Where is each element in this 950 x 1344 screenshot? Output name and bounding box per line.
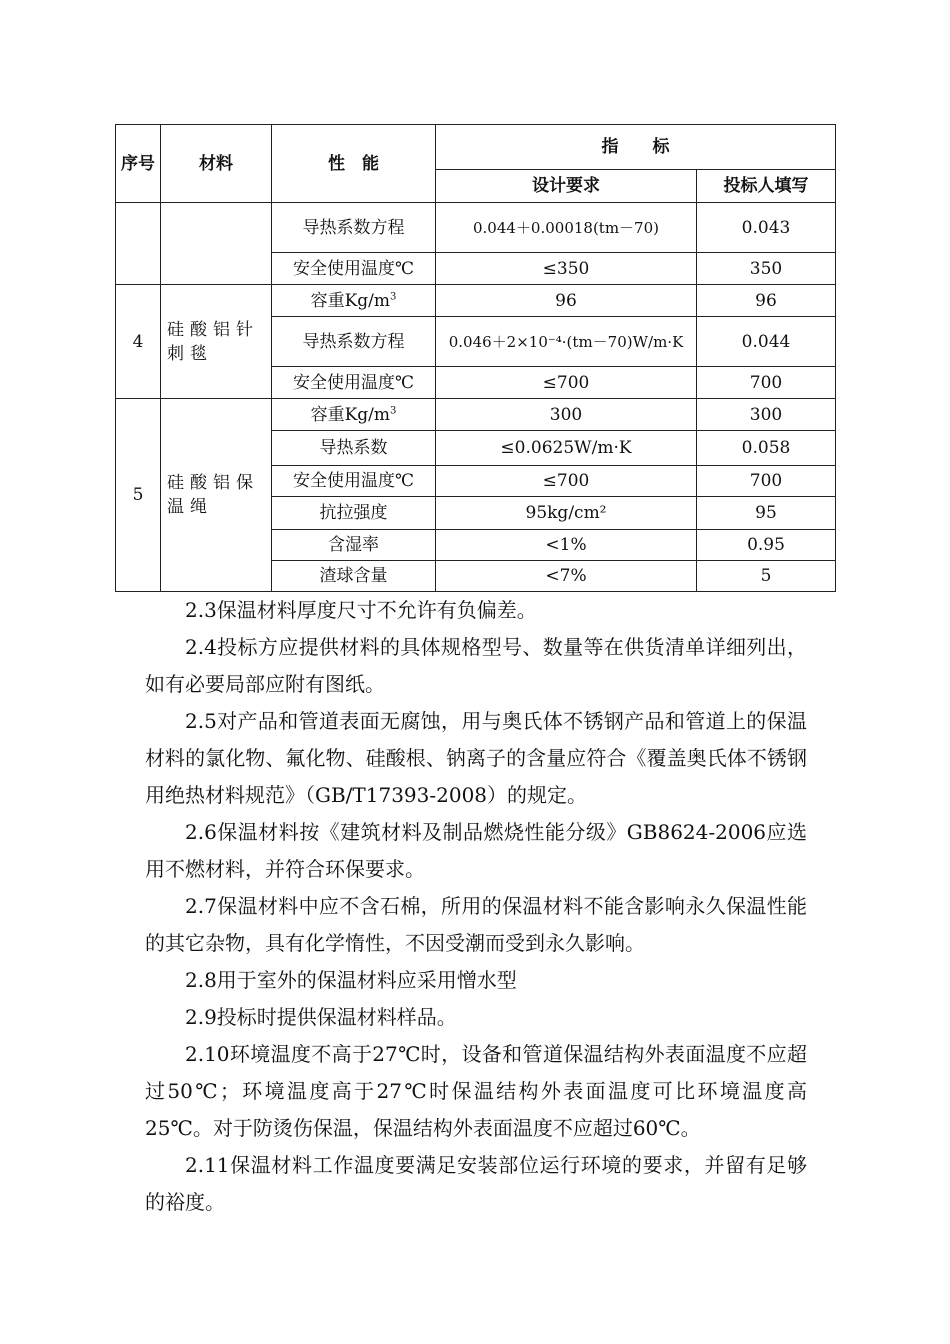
design-cell: 0.046＋2×10⁻⁴·(tm－70)W/m·K: [436, 317, 697, 367]
property-cell: 安全使用温度℃: [272, 466, 436, 497]
property-text: 容重Kg/m: [310, 290, 391, 311]
property-cell: 抗拉强度: [272, 497, 436, 530]
header-property: 性 能: [272, 125, 436, 203]
seq-cell: 5: [116, 399, 161, 592]
property-cell: 含湿率: [272, 530, 436, 561]
paragraph: 2.6保温材料按《建筑材料及制品燃烧性能分级》GB8624-2006应选用不燃材料，并符合环保要求。: [145, 820, 807, 881]
bidder-cell: 0.95: [697, 530, 836, 561]
property-cell: 导热系数: [272, 431, 436, 466]
property-cell: [272, 399, 436, 431]
material-cell: 硅酸铝针刺毯: [161, 285, 272, 399]
property-cell: 导热系数方程: [272, 317, 436, 367]
superscript: 3: [390, 404, 397, 416]
property-cell: 安全使用温度℃: [272, 253, 436, 285]
paragraph: 2.8用于室外的保温材料应采用憎水型: [185, 968, 517, 992]
table-row: [116, 399, 836, 431]
seq-cell: 4: [116, 285, 161, 399]
bidder-cell: 350: [697, 253, 836, 285]
design-cell: 0.044＋0.00018(tm－70): [436, 203, 697, 253]
design-cell: <7%: [436, 561, 697, 592]
paragraph: 2.5对产品和管道表面无腐蚀，用与奥氏体不锈钢产品和管道上的保温材料的氯化物、氟化物、硅酸根、钠离子的含量应符合《覆盖奥氏体不锈钢用绝热材料规范》（GB/T17393-2008）的规定。: [145, 709, 807, 807]
design-cell: ≤0.0625W/m·K: [436, 431, 697, 466]
design-cell: ≤700: [436, 367, 697, 399]
table-header-row: [116, 125, 836, 170]
bidder-cell: 5: [697, 561, 836, 592]
bidder-cell: 96: [697, 285, 836, 317]
header-bidder-fill: 投标人填写: [697, 170, 836, 203]
design-cell: ≤350: [436, 253, 697, 285]
bidder-cell: 700: [697, 466, 836, 497]
paragraph: 2.9投标时提供保温材料样品。: [185, 1005, 457, 1029]
header-indicator: 指 标: [436, 125, 836, 170]
requirements-text: [145, 592, 807, 1221]
table-row: [116, 203, 836, 253]
material-cell: 硅酸铝保温绳: [161, 399, 272, 592]
design-cell: 300: [436, 399, 697, 431]
paragraph: 2.11保温材料工作温度要满足安装部位运行环境的要求，并留有足够的裕度。: [145, 1153, 807, 1214]
superscript: 3: [390, 290, 397, 302]
design-cell: 95kg/cm²: [436, 497, 697, 530]
property-cell: 渣球含量: [272, 561, 436, 592]
header-design-requirement: 设计要求: [436, 170, 697, 203]
header-material: 材料: [161, 125, 272, 203]
bidder-cell: 0.043: [697, 203, 836, 253]
bidder-cell: 700: [697, 367, 836, 399]
property-text: 容重Kg/m: [310, 404, 391, 425]
paragraph: 2.3保温材料厚度尺寸不允许有负偏差。: [185, 598, 537, 622]
seq-cell: [116, 203, 161, 285]
material-cell: [161, 203, 272, 285]
table-row: [116, 285, 836, 317]
design-cell: 96: [436, 285, 697, 317]
bidder-cell: 300: [697, 399, 836, 431]
property-cell: 安全使用温度℃: [272, 367, 436, 399]
bidder-cell: 0.058: [697, 431, 836, 466]
paragraph: 2.10环境温度不高于27℃时，设备和管道保温结构外表面温度不应超过50℃；环境温度高于27℃时保温结构外表面温度可比环境温度高25℃。对于防烫伤保温，保温结构外表面温度不应超过60℃。: [145, 1042, 807, 1140]
design-cell: ≤700: [436, 466, 697, 497]
bidder-cell: 0.044: [697, 317, 836, 367]
paragraph: 2.7保温材料中应不含石棉，所用的保温材料不能含影响永久保温性能的其它杂物，具有化学惰性，不因受潮而受到永久影响。: [145, 894, 807, 955]
property-cell: [272, 285, 436, 317]
design-cell: <1%: [436, 530, 697, 561]
spec-table: [115, 124, 836, 592]
header-seq: 序号: [116, 125, 161, 203]
bidder-cell: 95: [697, 497, 836, 530]
paragraph: 2.4投标方应提供材料的具体规格型号、数量等在供货清单详细列出，如有必要局部应附有图纸。: [145, 635, 807, 696]
property-cell: 导热系数方程: [272, 203, 436, 253]
